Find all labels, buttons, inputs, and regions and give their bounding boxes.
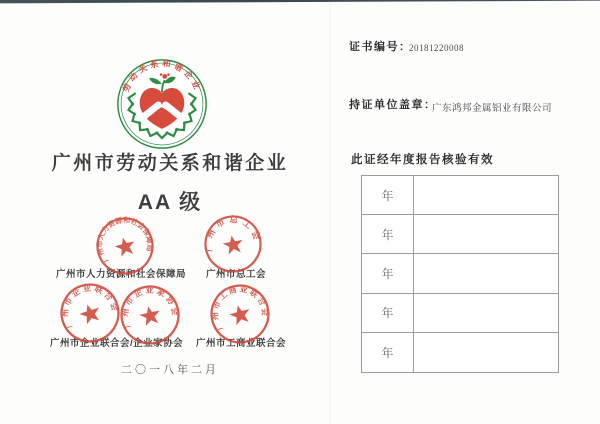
verification-blank-cell — [414, 254, 558, 292]
table-row — [362, 333, 558, 372]
annual-verification-title: 此证经年度报告核验有效 — [351, 154, 494, 166]
holder-company-name: 广东鸿邦金属铝业有限公司 — [432, 104, 553, 114]
verification-blank-cell — [414, 215, 558, 253]
cert-number-value: 20181220008 — [409, 43, 464, 53]
year-cell: 年 — [362, 294, 414, 332]
seal-arc-text: 广州市企业家协会 — [120, 285, 180, 330]
table-row — [362, 215, 558, 254]
scan-top-edge — [0, 0, 600, 3]
seal-label-enterprise: 广州市企业联合会/企业家协会 — [50, 338, 184, 349]
seal-label-union: 广州市总工会 — [206, 269, 267, 280]
certificate-title: 广州市劳动关系和谐企业 — [51, 153, 289, 174]
seal-label-commerce: 广州市工商业联合会 — [196, 338, 287, 349]
annual-verification-table — [361, 175, 559, 373]
harmonious-labor-emblem-icon — [116, 58, 208, 150]
verification-blank-cell — [414, 294, 558, 332]
seal-stamp-entrepreneur-assoc-icon — [113, 278, 187, 352]
verification-blank-cell — [414, 333, 558, 372]
seal-stamp-union-icon — [198, 209, 268, 279]
seal-arc-text: 广州市工商业联合会 — [210, 284, 270, 333]
holder-seal-label: 持证单位盖章： — [349, 99, 437, 111]
seal-arc-text: 广州市人力资源和社会保障局 — [95, 215, 155, 265]
year-cell: 年 — [362, 215, 414, 253]
table-row — [362, 294, 558, 333]
table-row — [362, 254, 558, 293]
certificate-grade: AA 级 — [137, 191, 203, 214]
year-cell: 年 — [362, 254, 414, 292]
verification-blank-cell — [414, 176, 558, 214]
year-cell: 年 — [362, 176, 414, 214]
seal-arc-text: 广州市总工会 — [203, 214, 264, 253]
table-row — [362, 176, 558, 215]
emblem-arc-text: 劳动关系和谐企业 — [121, 58, 203, 94]
seal-arc-text: 广州市企业联合会 — [60, 283, 120, 331]
issue-date: 二〇一八年二月 — [121, 364, 219, 376]
year-cell: 年 — [362, 333, 414, 372]
booklet-fold-line — [329, 4, 331, 424]
cert-number-label: 证书编号： — [349, 41, 412, 53]
seal-label-hrss: 广州市人力资源和社会保障局 — [56, 269, 187, 280]
